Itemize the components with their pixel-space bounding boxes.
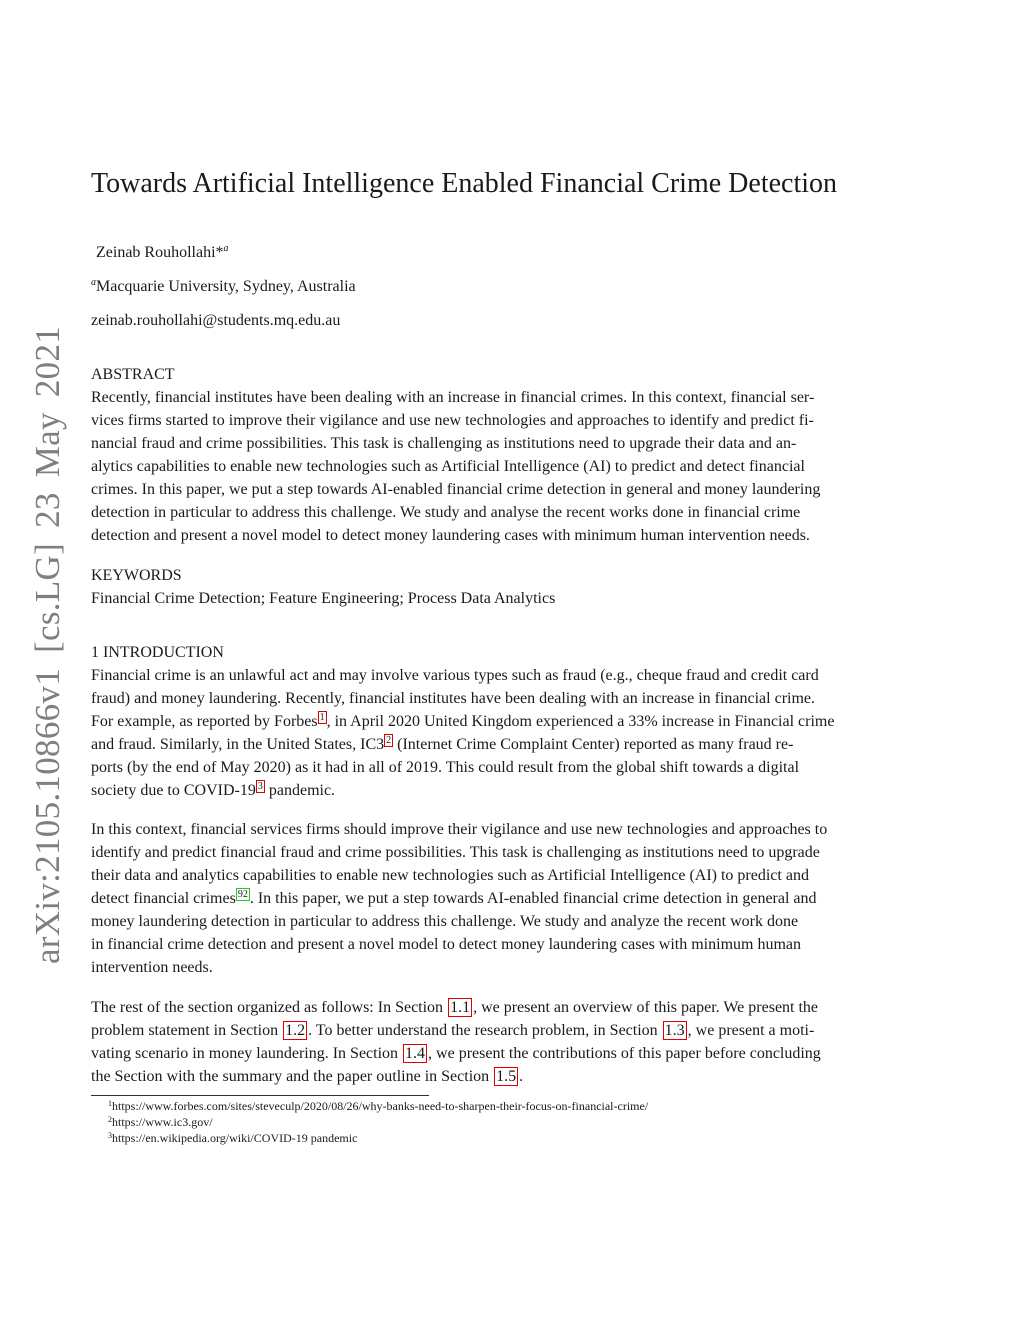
abstract-line: crimes. In this paper, we put a step towards AI-enabled financial crime detection in general and money laundering	[91, 481, 821, 498]
introduction-heading: 1 INTRODUCTION	[91, 644, 224, 661]
abstract-line: vices firms started to improve their vigilance and use new technologies and approaches to identify and predict fi-	[91, 412, 814, 429]
author-line	[96, 242, 229, 264]
text-run: the Section with the summary and the paper outline in Section	[91, 1068, 494, 1085]
abstract-line: detection in particular to address this challenge. We study and analyse the recent works done in financial crime	[91, 504, 801, 521]
citation-link-92[interactable]: 92	[237, 889, 248, 900]
footnote-mark: 2	[108, 1115, 112, 1124]
text-run: society due to COVID-19	[91, 782, 256, 799]
abstract-line: nancial fraud and crime possibilities. This task is challenging as institutions need to upgrade their data and an-	[91, 435, 797, 452]
text-run: problem statement in Section	[91, 1022, 283, 1039]
paragraph-line: their data and analytics capabilities to enable new technologies such as Artificial Intelligence (AI) to predict and	[91, 867, 809, 884]
paragraph-line	[91, 1019, 933, 1042]
section-link-1-2[interactable]: 1.2	[285, 1022, 306, 1039]
text-run: , we present the contributions of this paper before concluding	[428, 1045, 821, 1062]
section-link-1-5[interactable]: 1.5	[496, 1068, 517, 1085]
footnote-link-1[interactable]: 1	[319, 712, 325, 723]
footnote-mark: 1	[108, 1099, 112, 1108]
paragraph-line: In this context, financial services firms should improve their vigilance and use new technologies and approaches to	[91, 821, 828, 838]
footnote-url[interactable]: https://www.ic3.gov/	[112, 1115, 213, 1129]
footnote-url[interactable]: https://www.forbes.com/sites/steveculp/2020/08/26/why-banks-need-to-sharpen-their-focus-on-financial-crime/	[112, 1099, 649, 1113]
paragraph-line	[91, 1042, 933, 1065]
section-link-1-4[interactable]: 1.4	[405, 1045, 426, 1062]
paragraph-line: identify and predict financial fraud and crime possibilities. This task is challenging as institutions need to upgrade	[91, 844, 820, 861]
abstract-line: alytics capabilities to enable new technologies such as Artificial Intelligence (AI) to predict and detect financial	[91, 458, 805, 475]
text-run: .	[519, 1068, 524, 1085]
abstract-line: Recently, financial institutes have been dealing with an increase in financial crimes. In this context, financial ser-	[91, 389, 815, 406]
paragraph-line	[91, 996, 933, 1019]
abstract-body	[91, 386, 933, 547]
text-run: . To better understand the research problem, in Section	[308, 1022, 662, 1039]
text-run: . In this paper, we put a step towards AI-enabled financial crime detection in general and	[249, 890, 817, 907]
paragraph-line: Financial crime is an unlawful act and may involve various types such as fraud (e.g., cheque fraud and credit card	[91, 667, 819, 684]
intro-paragraph-1	[91, 664, 933, 802]
paragraph-line	[91, 710, 933, 733]
text-run: detect financial crimes	[91, 890, 236, 907]
text-run: For example, as reported by Forbes	[91, 713, 318, 730]
arxiv-identifier-stamp: arXiv:2105.10866v1 [cs.LG] 23 May 2021	[28, 325, 67, 965]
paragraph-line: fraud) and money laundering. Recently, financial institutes have been dealing with an increase in financial crime.	[91, 690, 816, 707]
section-link-1-1[interactable]: 1.1	[450, 999, 471, 1016]
footnotes	[108, 1098, 648, 1146]
footnote-3	[108, 1130, 648, 1146]
paragraph-line: intervention needs.	[91, 959, 213, 976]
footnote-2	[108, 1114, 648, 1130]
affiliation-line	[91, 276, 356, 298]
abstract-heading: ABSTRACT	[91, 366, 175, 383]
affiliation-mark: a	[91, 277, 96, 288]
text-run: and fraud. Similarly, in the United States, IC3	[91, 736, 385, 753]
intro-paragraph-2	[91, 818, 933, 979]
text-run: , we present an overview of this paper. We present the	[473, 999, 819, 1016]
text-run: , we present a moti-	[687, 1022, 815, 1039]
footnote-link-3[interactable]: 3	[257, 781, 263, 792]
intro-paragraph-3	[91, 996, 933, 1088]
footnote-1	[108, 1098, 648, 1114]
footnote-mark: 3	[108, 1131, 112, 1140]
text-run: , in April 2020 United Kingdom experienced a 33% increase in Financial crime	[326, 713, 835, 730]
keywords-text	[91, 587, 933, 610]
paragraph-line: money laundering detection in particular to address this challenge. We study and analyze the recent work done	[91, 913, 799, 930]
keywords-heading: KEYWORDS	[91, 567, 182, 584]
text-run: (Internet Crime Complaint Center) reported as many fraud re-	[393, 736, 794, 753]
affiliation-text: Macquarie University, Sydney, Australia	[96, 278, 356, 295]
text-run: vating scenario in money laundering. In Section	[91, 1045, 403, 1062]
paragraph-line: in financial crime detection and present a novel model to detect money laundering cases with minimum human	[91, 936, 802, 953]
footnote-link-2[interactable]: 2	[386, 735, 392, 746]
text-run: pandemic.	[264, 782, 336, 799]
section-link-1-3[interactable]: 1.3	[664, 1022, 685, 1039]
footnote-divider	[91, 1095, 429, 1096]
paragraph-line	[91, 733, 933, 756]
text-run: The rest of the section organized as follows: In Section	[91, 999, 448, 1016]
paragraph-line: ports (by the end of May 2020) as it had in all of 2019. This could result from the global shift towards a digital	[91, 759, 800, 776]
footnote-url[interactable]: https://en.wikipedia.org/wiki/COVID-19 pandemic	[112, 1131, 358, 1145]
keywords-line: Financial Crime Detection; Feature Engineering; Process Data Analytics	[91, 590, 556, 607]
paragraph-line	[91, 1065, 933, 1088]
author-email: zeinab.rouhollahi@students.mq.edu.au	[91, 312, 341, 329]
author-affiliation-mark: a	[223, 243, 229, 254]
paragraph-line	[91, 887, 933, 910]
author-name: Zeinab Rouhollahi*	[96, 244, 224, 261]
paragraph-line	[91, 779, 933, 802]
paper-title: Towards Artificial Intelligence Enabled Financial Crime Detection	[91, 168, 838, 199]
abstract-line: detection and present a novel model to detect money laundering cases with minimum human intervention needs.	[91, 527, 810, 544]
